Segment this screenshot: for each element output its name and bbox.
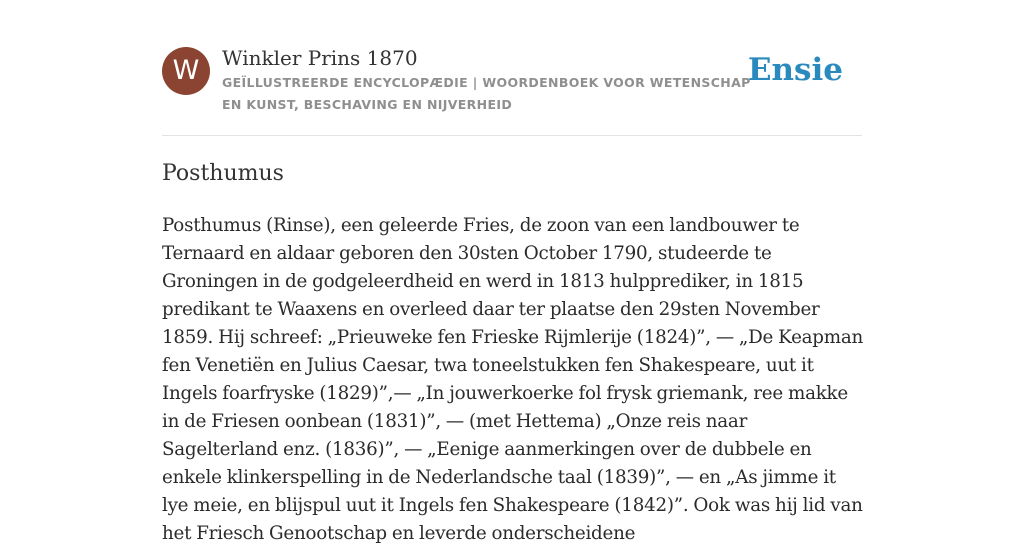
entry-title: Posthumus xyxy=(162,161,284,186)
source-subtitle: GEÏLLUSTREERDE ENCYCLOPÆDIE | WOORDENBOEK VOOR WETENSCHAP EN KUNST, BESCHAVING EN NIJVERHEID xyxy=(222,75,751,112)
source-title[interactable]: Winkler Prins 1870 xyxy=(222,46,418,70)
ensie-logo[interactable]: Ensie xyxy=(747,52,843,88)
header-divider xyxy=(162,135,862,136)
source-avatar[interactable]: W xyxy=(162,47,210,95)
source-header xyxy=(162,46,862,136)
entry-body: Posthumus (Rinse), een geleerde Fries, de zoon van een landbouwer te Ternaard en aldaar geboren den 30sten October 1790, studeerde te Groningen in de godgeleerdheid en werd in 1813 hulpprediker, in 1815 predikant te Waaxens en overleed daar ter plaatse den 29sten November 1859. Hij schreef: „Prieuweke fen Frieske Rijmlerije (1824)”, — „De Keapman fen Venetiën en Julius Caesar, twa toneelstukken fen Shakespeare, uut it Ingels foarfryske (1829)”,— „In jouwerkoerke fol frysk griemank, ree makke in de Friesen oonbean (1831)”, — (met Hettema) „Onze reis naar Sagelterland enz. (1836)”, — „Eenige aanmerkingen over de dubbele en enkele klinkerspelling in de Nederlandsche taal (1839)”, — en „As jimme it lye meie, en blijspul uut it Ingels fen Shakespeare (1842)”. Ook was hij lid van het Friesch Genootschap en leverde onderscheidene xyxy=(162,215,864,544)
